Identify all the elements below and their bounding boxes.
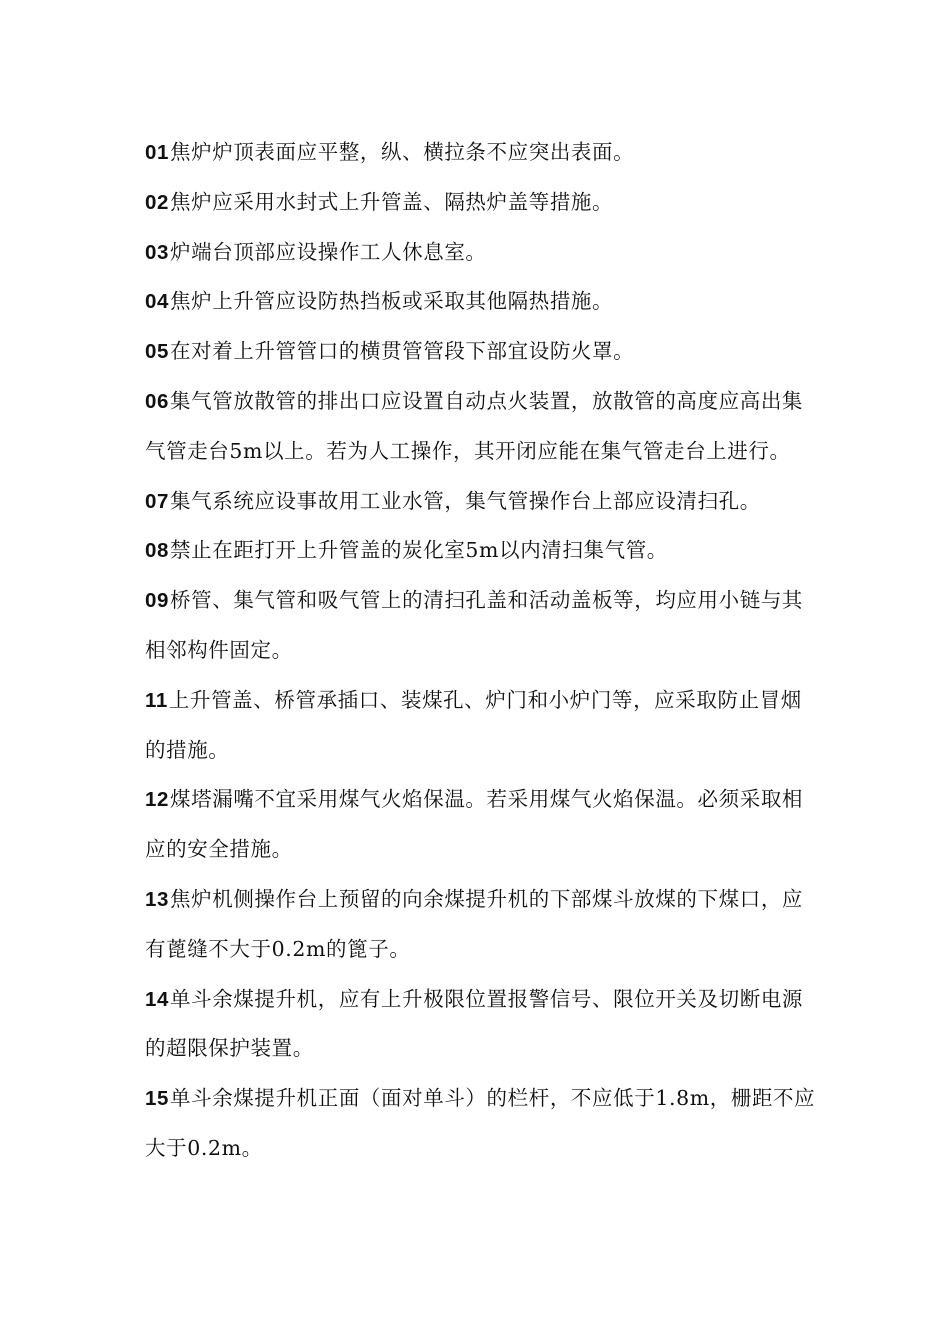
clause-number: 15: [145, 1087, 170, 1111]
clause-text: 单斗余煤提升机正面（面对单斗）的栏杆，不应低于1.8m，栅距不应大于0.2m。: [145, 1086, 816, 1160]
clause-number: 04: [145, 290, 170, 314]
clause-text: 焦炉机侧操作台上预留的向余煤提升机的下部煤斗放煤的下煤口，应有蓖缝不大于0.2m的篦子。: [145, 886, 804, 961]
clause-text: 集气管放散管的排出口应设置自动点火装置，放散管的高度应高出集气管走台5m以上。若为人工操作，其开闭应能在集气管走台上进行。: [145, 388, 804, 463]
clause-number: 11: [145, 688, 168, 712]
clause-text: 焦炉炉顶表面应平整，纵、横拉条不应突出表面。: [170, 140, 635, 164]
clause-09: [145, 576, 820, 676]
clause-number: 01: [145, 141, 170, 164]
clause-06: [145, 377, 820, 477]
clause-02: [145, 178, 820, 228]
clause-text: 桥管、集气管和吸气管上的清扫孔盖和活动盖板等，均应用小链与其相邻构件固定。: [145, 588, 804, 662]
clause-01: [145, 128, 820, 178]
clause-text: 单斗余煤提升机，应有上升极限位置报警信号、限位开关及切断电源的超限保护装置。: [145, 986, 804, 1061]
clause-number: 13: [145, 887, 170, 911]
clause-number: 07: [145, 489, 170, 513]
clause-text: 集气系统应设事故用工业水管，集气管操作台上部应设清扫孔。: [170, 488, 761, 513]
clause-14: [145, 975, 820, 1075]
clause-text: 煤塔漏嘴不宜采用煤气火焰保温。若采用煤气火焰保温。必须采取相应的安全措施。: [145, 787, 804, 862]
clause-07: [145, 477, 820, 527]
clause-13: [145, 875, 820, 975]
clause-number: 02: [145, 190, 170, 214]
clause-text: 上升管盖、桥管承插口、装煤孔、炉门和小炉门等，应采取防止冒烟的措施。: [145, 687, 802, 762]
clause-number: 05: [145, 340, 170, 364]
clause-text: 焦炉应采用水封式上升管盖、隔热炉盖等措施。: [170, 189, 614, 214]
clause-03: [145, 228, 820, 278]
clause-number: 12: [145, 788, 170, 812]
clause-text: 禁止在距打开上升管盖的炭化室5m以内清扫集气管。: [170, 538, 668, 563]
clause-number: 14: [145, 987, 170, 1011]
clause-05: [145, 327, 820, 377]
clause-15: [145, 1074, 820, 1174]
clause-text: 炉端台顶部应设操作工人休息室。: [170, 239, 487, 264]
clause-08: [145, 526, 820, 576]
document-body: [145, 128, 820, 1174]
clause-number: 03: [145, 240, 170, 264]
clause-number: 08: [145, 539, 170, 563]
clause-04: [145, 277, 820, 327]
clause-number: 06: [145, 389, 170, 413]
clause-number: 09: [145, 589, 170, 613]
clause-12: [145, 775, 820, 875]
clause-11: [145, 676, 820, 776]
clause-text: 在对着上升管管口的横贯管管段下部宜设防火罩。: [170, 339, 635, 364]
clause-text: 焦炉上升管应设防热挡板或采取其他隔热措施。: [170, 289, 614, 314]
